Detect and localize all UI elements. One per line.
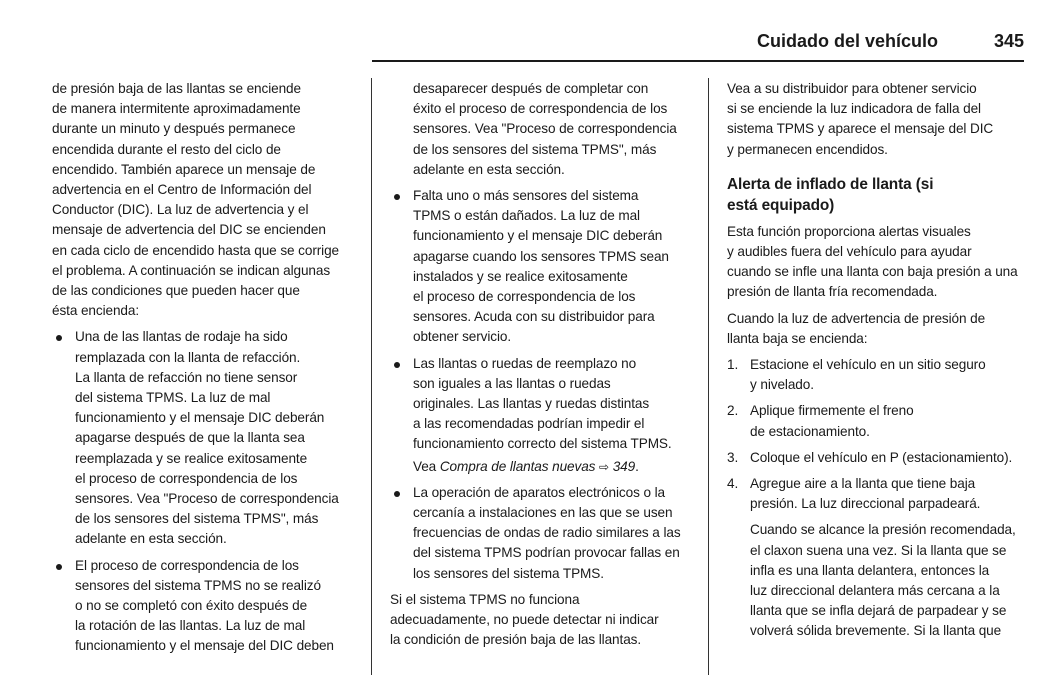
text-line: presión de llanta fría recomendada. [727, 284, 938, 300]
text-line: desaparecer después de completar con [413, 81, 649, 96]
bullet-item [390, 186, 696, 348]
bullet-text [413, 354, 696, 455]
text-line: reemplazada y se realice exitosamente [75, 450, 308, 466]
text-line: son iguales a las llantas o ruedas [413, 375, 611, 391]
header-rule [372, 60, 1024, 62]
bullet-item [52, 556, 358, 657]
column-3-paragraph-3 [727, 309, 1027, 349]
text-line: Estacione el vehículo en un sitio seguro [750, 357, 986, 373]
bullet-item [390, 483, 696, 584]
column-2-bullet-list [390, 186, 696, 584]
column-2-paragraph [390, 590, 696, 651]
page-header-title: Cuidado del vehículo [756, 31, 938, 51]
text-line: Alerta de inflado de llanta (si [727, 175, 934, 193]
step-item [727, 448, 1027, 468]
text-line: encendido. También aparece un mensaje de [52, 161, 316, 177]
text-line: durante un minuto y después permanece [52, 121, 296, 137]
text-line: remplazada con la llanta de refacción. [75, 349, 301, 365]
text-line: Aplique firmemente el freno [750, 403, 914, 419]
text-line: a las recomendadas podrían impedir el [413, 416, 645, 432]
text-line: funcionamiento correcto del sistema TPMS. [413, 436, 672, 452]
text-line: llanta que se infla dejará de parpadear y se [750, 603, 1007, 619]
text-line: de los sensores del sistema TPMS", más [413, 141, 657, 157]
reference-link-title[interactable]: Compra de llantas nuevas [439, 458, 596, 474]
text-line: sensores. Acuda con su distribuidor para [413, 309, 655, 325]
text-line: apagarse cuando los sensores TPMS sean [413, 248, 669, 264]
text-line: TPMS o están dañados. La luz de mal [413, 208, 640, 224]
text-line: Conductor (DIC). La luz de advertencia y el [52, 202, 309, 218]
text-line: la condición de presión baja de las llantas. [390, 632, 642, 648]
text-line: adelante en esta sección. [413, 161, 565, 177]
text-line: adelante en esta sección. [75, 531, 227, 547]
step-number: 1. [727, 357, 739, 373]
step-4-detail [750, 520, 1027, 641]
text-line: volverá sólida brevemente. Si la llanta que [750, 623, 1002, 639]
column-divider-1 [371, 78, 372, 675]
column-3 [727, 79, 1027, 642]
step-number: 4. [727, 476, 739, 492]
reference-prefix: Vea [413, 458, 440, 474]
text-line: La llanta de refacción no tiene sensor [75, 369, 298, 385]
text-line: Una de las llantas de rodaje ha sido [75, 329, 288, 345]
text-line: el proceso de correspondencia de los [413, 289, 636, 305]
text-line: Si el sistema TPMS no funciona [390, 591, 580, 607]
text-line: sensores del sistema TPMS no se realizó [75, 577, 321, 593]
step-text [750, 474, 1027, 514]
text-line: éxito el proceso de correspondencia de los [413, 101, 668, 117]
text-line: ésta encienda: [52, 303, 140, 319]
column-divider-2 [708, 78, 709, 675]
text-line: llanta baja se encienda: [727, 330, 868, 346]
text-line: de presión baja de las llantas se enciende [52, 81, 301, 96]
text-line: El proceso de correspondencia de los [75, 557, 299, 573]
text-line: o no se completó con éxito después de [75, 598, 308, 614]
section-heading [727, 174, 1027, 216]
text-line: Cuando la luz de advertencia de presión de [727, 310, 986, 326]
column-2 [390, 79, 696, 650]
text-line: de las condiciones que pueden hacer que [52, 283, 300, 299]
text-line: y permanecen encendidos. [727, 141, 888, 157]
text-line: de manera intermitente aproximadamente [52, 101, 301, 117]
step-number: 2. [727, 403, 739, 419]
text-line: Cuando se alcance la presión recomendada, [750, 522, 1016, 538]
text-line: del sistema TPMS podrían provocar fallas en [413, 545, 680, 561]
bullet-item [52, 327, 358, 549]
reference-end: . [635, 458, 639, 474]
text-line: sensores. Vea "Proceso de correspondencia [413, 121, 677, 137]
text-line: Vea a su distribuidor para obtener servicio [727, 81, 977, 96]
text-line: Esta función proporciona alertas visuales [727, 223, 971, 239]
text-line: sistema TPMS y aparece el mensaje del DIC [727, 121, 994, 137]
step-item [727, 401, 1027, 441]
text-line: instalados y se realice exitosamente [413, 268, 628, 284]
text-line: sensores. Vea "Proceso de correspondencia [75, 491, 339, 507]
text-line: Las llantas o ruedas de reemplazo no [413, 355, 637, 371]
text-line: del sistema TPMS. La luz de mal [75, 390, 271, 406]
text-line: si se enciende la luz indicadora de falla del [727, 101, 981, 117]
step-text [750, 355, 1027, 395]
text-line: el proceso de correspondencia de los [75, 470, 298, 486]
text-line: frecuencias de ondas de radio similares a las [413, 525, 681, 541]
text-line: apagarse después de que la llanta sea [75, 430, 305, 446]
text-line: cercanía a instalaciones en las que se usen [413, 505, 673, 521]
text-line: los sensores del sistema TPMS. [413, 565, 604, 581]
text-line: Agregue aire a la llanta que tiene baja [750, 476, 976, 492]
text-line: Coloque el vehículo en P (estacionamiento). [750, 449, 1013, 465]
step-item [727, 355, 1027, 395]
text-line: presión. La luz direccional parpadeará. [750, 496, 981, 512]
text-line: mensaje de advertencia del DIC se encienden [52, 222, 326, 238]
column-3-paragraph-2 [727, 222, 1027, 303]
text-line: el claxon suena una vez. Si la llanta que se [750, 542, 1007, 558]
text-line: obtener servicio. [413, 329, 512, 345]
step-number: 3. [727, 449, 739, 465]
column-1-paragraph [52, 79, 358, 321]
text-line: la rotación de las llantas. La luz de mal [75, 618, 306, 634]
text-line: infla es una llanta delantera, entonces la [750, 562, 990, 578]
text-line: funcionamiento y el mensaje DIC deberán [413, 228, 663, 244]
text-line: Falta uno o más sensores del sistema [413, 188, 639, 204]
text-line: funcionamiento y el mensaje DIC deberán [75, 410, 325, 426]
step-item [727, 474, 1027, 642]
cross-reference [413, 457, 696, 477]
text-line: de estacionamiento. [750, 423, 870, 439]
text-line: el problema. A continuación se indican algunas [52, 262, 331, 278]
text-line: funcionamiento y el mensaje del DIC deben [75, 638, 334, 654]
page-number: 345 [993, 31, 1024, 51]
text-line: en cada ciclo de encendido hasta que se corrige [52, 242, 340, 258]
text-line: y audibles fuera del vehículo para ayudar [727, 244, 972, 260]
page-reference-arrow-icon: ⇨ [599, 459, 610, 474]
column-3-paragraph-1 [727, 79, 1027, 160]
step-text [750, 401, 1027, 441]
text-line: luz direccional delantera más cercana a la [750, 583, 1000, 599]
text-line: de los sensores del sistema TPMS", más [75, 511, 319, 527]
text-line: encendida durante el resto del ciclo de [52, 141, 281, 157]
column-1 [52, 79, 358, 657]
text-line: está equipado) [727, 196, 835, 214]
text-line: y nivelado. [750, 377, 814, 393]
text-line: La operación de aparatos electrónicos o la [413, 484, 665, 500]
text-line: cuando se infle una llanta con baja presión a una [727, 264, 1018, 280]
reference-page[interactable]: 349 [612, 458, 636, 474]
bullet-item [390, 354, 696, 477]
column-1-bullet-list [52, 327, 358, 656]
bullet-continuation [390, 79, 696, 180]
steps-list [727, 355, 1027, 642]
text-line: adecuadamente, no puede detectar ni indicar [390, 612, 659, 628]
step-text [750, 448, 1027, 468]
text-line: originales. Las llantas y ruedas distintas [413, 396, 650, 412]
text-line: advertencia en el Centro de Información del [52, 182, 312, 198]
